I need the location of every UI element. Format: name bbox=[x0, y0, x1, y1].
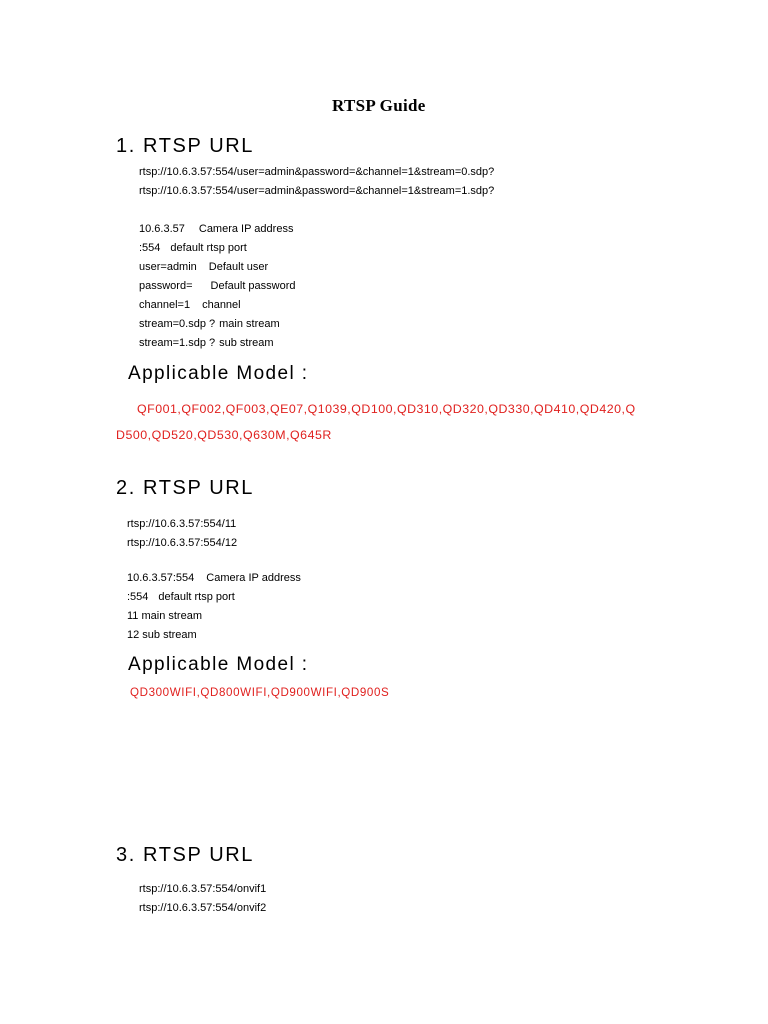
param-desc: default rtsp port bbox=[170, 242, 247, 254]
param-key: 10.6.3.57:554 bbox=[127, 572, 195, 584]
param-row bbox=[127, 569, 301, 588]
applicable-model-label: Applicable Model : bbox=[128, 363, 309, 384]
param-desc: Camera IP address bbox=[206, 572, 301, 584]
section-3-url-list bbox=[139, 880, 266, 918]
param-key: password= bbox=[139, 280, 193, 292]
model-list-line: QF001,QF002,QF003,QE07,Q1039,QD100,QD310,QD320,QD330,QD410,QD420,Q bbox=[137, 402, 636, 416]
param-desc: channel bbox=[202, 299, 241, 311]
model-list-line: QD300WIFI,QD800WIFI,QD900WIFI,QD900S bbox=[130, 686, 390, 699]
param-key: user=admin bbox=[139, 261, 197, 273]
param-row bbox=[139, 277, 296, 296]
param-row bbox=[139, 334, 296, 353]
section-2-param-list bbox=[127, 569, 301, 645]
section-1-url-list bbox=[139, 163, 494, 201]
rtsp-url: rtsp://10.6.3.57:554/onvif2 bbox=[139, 902, 267, 914]
param-key: :554 bbox=[127, 591, 149, 603]
param-key: 12 sub stream bbox=[127, 629, 197, 641]
rtsp-url: rtsp://10.6.3.57:554/user=admin&password=&channel=1&stream=1.sdp? bbox=[139, 185, 495, 197]
applicable-model-label: Applicable Model : bbox=[128, 654, 309, 675]
param-key: channel=1 bbox=[139, 299, 191, 311]
param-row bbox=[139, 258, 296, 277]
section-2-heading: 2. RTSP URL bbox=[116, 477, 255, 499]
param-row bbox=[127, 626, 301, 645]
param-key: 11 main stream bbox=[127, 610, 202, 622]
section-3-heading: 3. RTSP URL bbox=[116, 844, 255, 866]
model-list-line: D500,QD520,QD530,Q630M,Q645R bbox=[116, 428, 332, 442]
param-row bbox=[127, 588, 301, 607]
param-row bbox=[139, 296, 296, 315]
param-key: stream=0.sdp ? bbox=[139, 318, 216, 330]
param-desc: sub stream bbox=[219, 337, 274, 349]
param-desc: default rtsp port bbox=[158, 591, 235, 603]
rtsp-url: rtsp://10.6.3.57:554/11 bbox=[127, 518, 237, 530]
rtsp-url: rtsp://10.6.3.57:554/onvif1 bbox=[139, 883, 267, 895]
rtsp-url: rtsp://10.6.3.57:554/user=admin&password=&channel=1&stream=0.sdp? bbox=[139, 166, 495, 178]
param-key: stream=1.sdp ? bbox=[139, 337, 216, 349]
param-row bbox=[139, 315, 296, 334]
param-desc: Camera IP address bbox=[198, 223, 294, 235]
param-desc: Default user bbox=[208, 261, 269, 273]
document-title: RTSP Guide bbox=[332, 96, 426, 115]
param-desc: Default password bbox=[210, 280, 296, 292]
param-row bbox=[127, 607, 301, 626]
param-desc: main stream bbox=[219, 318, 280, 330]
section-1-param-list bbox=[139, 220, 296, 353]
section-1-heading: 1. RTSP URL bbox=[116, 135, 255, 157]
param-key: 10.6.3.57 bbox=[139, 223, 185, 235]
param-key: :554 bbox=[139, 242, 161, 254]
param-row bbox=[139, 220, 296, 239]
section-2-url-list bbox=[127, 515, 237, 553]
param-row bbox=[139, 239, 296, 258]
rtsp-url: rtsp://10.6.3.57:554/12 bbox=[127, 537, 238, 549]
